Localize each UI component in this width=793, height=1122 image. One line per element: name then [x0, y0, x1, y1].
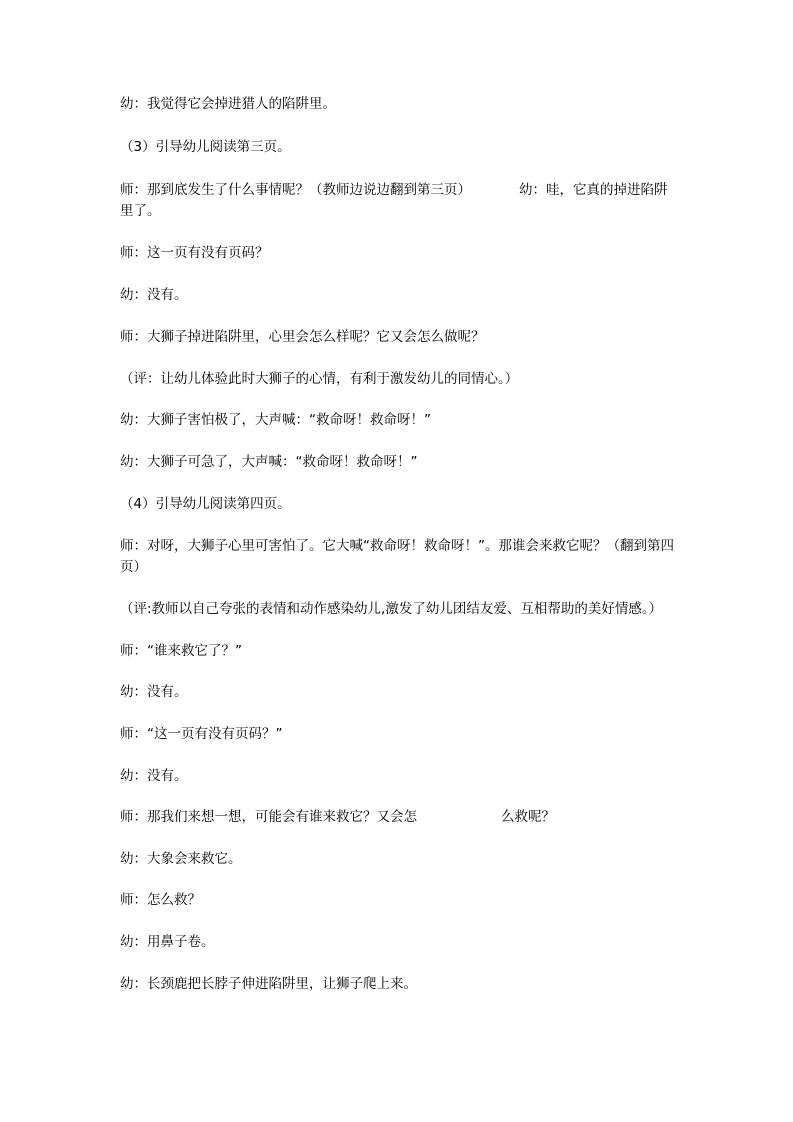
paragraph-teacher-page-number: 师：这一页有没有页码？ [120, 245, 269, 261]
paragraph-child-no-3: 幼：没有。 [120, 768, 188, 784]
paragraph-teacher-how: 师：怎么救？ [120, 892, 201, 908]
paragraph-teacher-think [120, 807, 680, 828]
paragraph-comment-empathy: （评：让幼儿体验此时大狮子的心情，有利于激发幼儿的同情心。） [120, 371, 519, 387]
paragraph-child-elephant: 幼：大象会来救它。 [120, 851, 242, 867]
teacher-think-part-1: 师：那我们来想一想，可能会有谁来救它？又会怎 [120, 809, 417, 825]
paragraph-child-trunk: 幼：用鼻子卷。 [120, 934, 215, 950]
teacher-think-part-2: 么救呢？ [501, 809, 555, 825]
paragraph-child-anxious: 幼：大狮子可急了，大声喊：“救命呀！救命呀！” [120, 454, 418, 470]
paragraph-child-scared: 幼：大狮子害怕极了，大声喊：“救命呀！救命呀！” [120, 412, 431, 428]
paragraph-child-trap-guess: 幼：我觉得它会掉进猎人的陷阱里。 [120, 96, 336, 112]
heading-step-3: （3）引导幼儿阅读第三页。 [120, 139, 291, 155]
paragraph-teacher-page-number-2: 师：“这一页有没有页码？” [120, 726, 283, 742]
paragraph-comment-emotion: （评:教师以自己夸张的表情和动作感染幼儿,激发了幼儿团结友爱、互相帮助的美好情感。） [120, 601, 663, 617]
paragraph-teacher-page-three [120, 180, 680, 222]
paragraph-teacher-who-came: 师：“谁来救它了？” [120, 643, 242, 659]
teacher-question-text: 师：那到底发生了什么事情呢？（教师边说边翻到第三页） [120, 182, 471, 198]
child-answer-text: 幼：哇，它真的掉进陷阱里了。 [120, 182, 668, 219]
paragraph-teacher-lion-feel: 师：大狮子掉进陷阱里，心里会怎么样呢？它又会怎么做呢？ [120, 329, 485, 345]
heading-step-4: （4）引导幼儿阅读第四页。 [120, 496, 291, 512]
paragraph-teacher-who-saves: 师：对呀，大狮子心里可害怕了。它大喊“救命呀！救命呀！”。那谁会来救它呢？（翻到第四页） [120, 538, 674, 575]
paragraph-child-giraffe: 幼：长颈鹿把长脖子伸进陷阱里，让狮子爬上来。 [120, 976, 417, 992]
paragraph-child-no-2: 幼：没有。 [120, 684, 188, 700]
paragraph-child-no-1: 幼：没有。 [120, 287, 188, 303]
